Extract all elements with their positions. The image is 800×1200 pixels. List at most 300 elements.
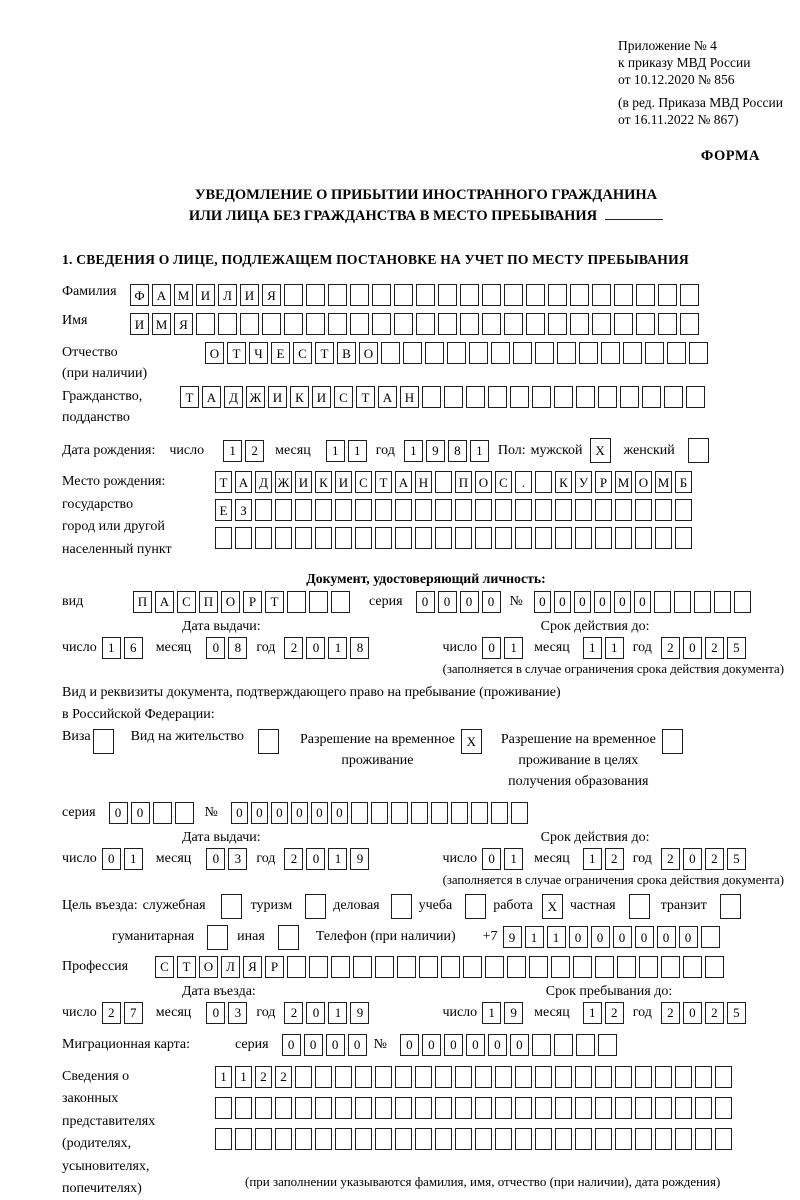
char-cell[interactable] bbox=[595, 1128, 612, 1150]
char-cell[interactable] bbox=[415, 1097, 432, 1119]
char-cell[interactable] bbox=[636, 313, 655, 335]
char-cell[interactable] bbox=[507, 956, 526, 978]
char-cell[interactable] bbox=[475, 499, 492, 521]
char-cell[interactable]: Д bbox=[224, 386, 243, 408]
char-cell[interactable]: 3 bbox=[228, 848, 247, 870]
char-cell[interactable] bbox=[535, 499, 552, 521]
char-cell[interactable]: 2 bbox=[275, 1066, 292, 1088]
char-cell[interactable]: 0 bbox=[574, 591, 591, 613]
char-cell[interactable]: 1 bbox=[547, 926, 566, 948]
identity-valid-day[interactable] bbox=[482, 637, 526, 659]
char-cell[interactable]: 0 bbox=[206, 1002, 225, 1024]
char-cell[interactable]: И bbox=[196, 284, 215, 306]
char-cell[interactable]: 1 bbox=[525, 926, 544, 948]
char-cell[interactable] bbox=[375, 1097, 392, 1119]
char-cell[interactable]: 0 bbox=[400, 1034, 419, 1056]
char-cell[interactable]: И bbox=[268, 386, 287, 408]
residence-issue-month[interactable] bbox=[206, 848, 250, 870]
char-cell[interactable]: 1 bbox=[326, 440, 345, 462]
char-cell[interactable]: З bbox=[235, 499, 252, 521]
char-cell[interactable] bbox=[415, 527, 432, 549]
residence-issue-year[interactable] bbox=[284, 848, 372, 870]
char-cell[interactable]: 0 bbox=[131, 802, 150, 824]
char-cell[interactable]: И bbox=[312, 386, 331, 408]
migration-series-input[interactable] bbox=[282, 1034, 370, 1056]
char-cell[interactable] bbox=[451, 802, 468, 824]
char-cell[interactable] bbox=[471, 802, 488, 824]
char-cell[interactable]: Н bbox=[415, 471, 432, 493]
char-cell[interactable] bbox=[595, 499, 612, 521]
char-cell[interactable] bbox=[335, 1097, 352, 1119]
char-cell[interactable] bbox=[235, 1128, 252, 1150]
char-cell[interactable]: М bbox=[615, 471, 632, 493]
char-cell[interactable] bbox=[395, 527, 412, 549]
char-cell[interactable] bbox=[395, 1128, 412, 1150]
char-cell[interactable]: Л bbox=[218, 284, 237, 306]
temp-permit-checkbox[interactable] bbox=[461, 729, 485, 754]
char-cell[interactable]: 0 bbox=[422, 1034, 441, 1056]
char-cell[interactable]: Е bbox=[271, 342, 290, 364]
surname-input[interactable] bbox=[130, 284, 702, 306]
purpose-service-checkbox[interactable] bbox=[221, 894, 245, 919]
char-cell[interactable] bbox=[548, 313, 567, 335]
char-cell[interactable] bbox=[455, 1097, 472, 1119]
char-cell[interactable]: 2 bbox=[605, 848, 624, 870]
char-cell[interactable]: 6 bbox=[124, 637, 143, 659]
char-cell[interactable]: К bbox=[315, 471, 332, 493]
char-cell[interactable] bbox=[295, 1128, 312, 1150]
char-cell[interactable] bbox=[635, 1128, 652, 1150]
char-cell[interactable]: 2 bbox=[245, 440, 264, 462]
char-cell[interactable] bbox=[425, 342, 444, 364]
char-cell[interactable] bbox=[395, 499, 412, 521]
char-cell[interactable] bbox=[335, 499, 352, 521]
char-cell[interactable]: 0 bbox=[102, 848, 121, 870]
char-cell[interactable] bbox=[598, 386, 617, 408]
char-cell[interactable] bbox=[515, 527, 532, 549]
char-cell[interactable] bbox=[674, 591, 691, 613]
char-cell[interactable] bbox=[435, 499, 452, 521]
residence-valid-year[interactable] bbox=[661, 848, 749, 870]
char-cell[interactable]: У bbox=[575, 471, 592, 493]
char-cell[interactable]: С bbox=[155, 956, 174, 978]
name-input[interactable] bbox=[130, 313, 702, 335]
char-cell[interactable] bbox=[295, 527, 312, 549]
char-cell[interactable]: 0 bbox=[657, 926, 676, 948]
char-cell[interactable]: 1 bbox=[470, 440, 489, 462]
char-cell[interactable] bbox=[734, 591, 751, 613]
char-cell[interactable] bbox=[391, 802, 408, 824]
char-cell[interactable] bbox=[455, 527, 472, 549]
char-cell[interactable]: П bbox=[133, 591, 152, 613]
char-cell[interactable]: Р bbox=[265, 956, 284, 978]
char-cell[interactable]: 0 bbox=[231, 802, 248, 824]
char-cell[interactable] bbox=[435, 471, 452, 493]
char-cell[interactable] bbox=[495, 499, 512, 521]
char-cell[interactable] bbox=[375, 1066, 392, 1088]
char-cell[interactable] bbox=[495, 1066, 512, 1088]
char-cell[interactable] bbox=[463, 956, 482, 978]
identity-issue-day[interactable] bbox=[102, 637, 146, 659]
char-cell[interactable]: Д bbox=[255, 471, 272, 493]
char-cell[interactable]: 9 bbox=[504, 1002, 523, 1024]
char-cell[interactable] bbox=[654, 591, 671, 613]
char-cell[interactable]: Б bbox=[675, 471, 692, 493]
char-cell[interactable]: 1 bbox=[583, 637, 602, 659]
identity-issue-month[interactable] bbox=[206, 637, 250, 659]
char-cell[interactable]: Л bbox=[221, 956, 240, 978]
char-cell[interactable]: 2 bbox=[284, 637, 303, 659]
char-cell[interactable] bbox=[455, 1066, 472, 1088]
char-cell[interactable] bbox=[615, 1097, 632, 1119]
char-cell[interactable]: 8 bbox=[448, 440, 467, 462]
char-cell[interactable]: И bbox=[295, 471, 312, 493]
char-cell[interactable]: 0 bbox=[569, 926, 588, 948]
char-cell[interactable] bbox=[275, 499, 292, 521]
char-cell[interactable] bbox=[555, 527, 572, 549]
char-cell[interactable]: 1 bbox=[583, 848, 602, 870]
char-cell[interactable] bbox=[636, 284, 655, 306]
char-cell[interactable] bbox=[573, 956, 592, 978]
char-cell[interactable]: 1 bbox=[215, 1066, 232, 1088]
char-cell[interactable] bbox=[460, 313, 479, 335]
char-cell[interactable]: А bbox=[152, 284, 171, 306]
purpose-other-checkbox[interactable] bbox=[278, 925, 302, 950]
purpose-humanitarian-checkbox[interactable] bbox=[207, 925, 231, 950]
char-cell[interactable]: 0 bbox=[510, 1034, 529, 1056]
char-cell[interactable] bbox=[275, 527, 292, 549]
birth-place-row2-input[interactable] bbox=[215, 499, 695, 521]
char-cell[interactable]: 9 bbox=[350, 848, 369, 870]
char-cell[interactable]: 8 bbox=[228, 637, 247, 659]
char-cell[interactable] bbox=[419, 956, 438, 978]
char-cell[interactable] bbox=[662, 729, 683, 754]
char-cell[interactable]: 0 bbox=[683, 637, 702, 659]
char-cell[interactable] bbox=[629, 894, 650, 919]
char-cell[interactable] bbox=[215, 1097, 232, 1119]
char-cell[interactable] bbox=[664, 386, 683, 408]
char-cell[interactable] bbox=[535, 527, 552, 549]
char-cell[interactable] bbox=[575, 499, 592, 521]
char-cell[interactable] bbox=[575, 527, 592, 549]
char-cell[interactable]: 0 bbox=[306, 848, 325, 870]
purpose-work-checkbox[interactable] bbox=[542, 894, 566, 919]
char-cell[interactable] bbox=[511, 802, 528, 824]
char-cell[interactable]: Т bbox=[180, 386, 199, 408]
char-cell[interactable] bbox=[350, 313, 369, 335]
char-cell[interactable]: П bbox=[199, 591, 218, 613]
purpose-private-checkbox[interactable] bbox=[629, 894, 653, 919]
char-cell[interactable]: М bbox=[174, 284, 193, 306]
char-cell[interactable] bbox=[355, 1097, 372, 1119]
char-cell[interactable] bbox=[526, 313, 545, 335]
residence-number-input[interactable] bbox=[231, 802, 531, 824]
char-cell[interactable]: М bbox=[655, 471, 672, 493]
char-cell[interactable]: В bbox=[337, 342, 356, 364]
char-cell[interactable] bbox=[548, 284, 567, 306]
char-cell[interactable]: 1 bbox=[504, 848, 523, 870]
char-cell[interactable] bbox=[555, 1128, 572, 1150]
char-cell[interactable]: 1 bbox=[328, 1002, 347, 1024]
char-cell[interactable] bbox=[720, 894, 741, 919]
char-cell[interactable]: 1 bbox=[348, 440, 367, 462]
char-cell[interactable] bbox=[485, 956, 504, 978]
char-cell[interactable] bbox=[658, 313, 677, 335]
char-cell[interactable] bbox=[435, 1066, 452, 1088]
char-cell[interactable]: 0 bbox=[311, 802, 328, 824]
char-cell[interactable]: А bbox=[235, 471, 252, 493]
char-cell[interactable] bbox=[686, 386, 705, 408]
char-cell[interactable] bbox=[255, 499, 272, 521]
identity-valid-year[interactable] bbox=[661, 637, 749, 659]
char-cell[interactable] bbox=[381, 342, 400, 364]
char-cell[interactable] bbox=[575, 1066, 592, 1088]
char-cell[interactable] bbox=[391, 894, 412, 919]
char-cell[interactable] bbox=[315, 499, 332, 521]
char-cell[interactable]: 3 bbox=[228, 1002, 247, 1024]
char-cell[interactable] bbox=[328, 313, 347, 335]
char-cell[interactable] bbox=[475, 1128, 492, 1150]
char-cell[interactable] bbox=[375, 956, 394, 978]
char-cell[interactable] bbox=[526, 284, 545, 306]
char-cell[interactable] bbox=[235, 1097, 252, 1119]
char-cell[interactable]: Т bbox=[315, 342, 334, 364]
char-cell[interactable] bbox=[495, 1128, 512, 1150]
char-cell[interactable] bbox=[598, 1034, 617, 1056]
entry-month[interactable] bbox=[206, 1002, 250, 1024]
char-cell[interactable]: 0 bbox=[683, 848, 702, 870]
char-cell[interactable] bbox=[350, 284, 369, 306]
citizenship-input[interactable] bbox=[180, 386, 708, 408]
char-cell[interactable] bbox=[635, 527, 652, 549]
residence-series-input[interactable] bbox=[109, 802, 197, 824]
char-cell[interactable] bbox=[394, 313, 413, 335]
char-cell[interactable]: 2 bbox=[255, 1066, 272, 1088]
char-cell[interactable] bbox=[615, 1128, 632, 1150]
char-cell[interactable] bbox=[415, 1066, 432, 1088]
char-cell[interactable] bbox=[372, 284, 391, 306]
char-cell[interactable] bbox=[196, 313, 215, 335]
doc-number-input[interactable] bbox=[534, 591, 754, 613]
birth-month-input[interactable] bbox=[326, 440, 370, 462]
char-cell[interactable] bbox=[595, 1097, 612, 1119]
char-cell[interactable] bbox=[695, 1097, 712, 1119]
char-cell[interactable]: 0 bbox=[206, 637, 225, 659]
char-cell[interactable]: 2 bbox=[102, 1002, 121, 1024]
char-cell[interactable] bbox=[284, 313, 303, 335]
char-cell[interactable]: 0 bbox=[348, 1034, 367, 1056]
char-cell[interactable]: 5 bbox=[727, 848, 746, 870]
stay-day[interactable] bbox=[482, 1002, 526, 1024]
char-cell[interactable] bbox=[444, 386, 463, 408]
char-cell[interactable] bbox=[635, 1097, 652, 1119]
char-cell[interactable]: 1 bbox=[482, 1002, 501, 1024]
char-cell[interactable] bbox=[701, 926, 720, 948]
char-cell[interactable] bbox=[655, 499, 672, 521]
visa-checkbox[interactable] bbox=[93, 729, 117, 754]
residence-valid-month[interactable] bbox=[583, 848, 627, 870]
char-cell[interactable] bbox=[295, 1097, 312, 1119]
char-cell[interactable]: О bbox=[221, 591, 240, 613]
char-cell[interactable]: 0 bbox=[634, 591, 651, 613]
char-cell[interactable]: 1 bbox=[328, 848, 347, 870]
char-cell[interactable] bbox=[675, 527, 692, 549]
char-cell[interactable] bbox=[295, 499, 312, 521]
char-cell[interactable]: О bbox=[635, 471, 652, 493]
representatives-row3-input[interactable] bbox=[215, 1128, 735, 1150]
char-cell[interactable]: 0 bbox=[683, 1002, 702, 1024]
char-cell[interactable] bbox=[639, 956, 658, 978]
char-cell[interactable]: 0 bbox=[109, 802, 128, 824]
char-cell[interactable] bbox=[515, 499, 532, 521]
char-cell[interactable]: К bbox=[555, 471, 572, 493]
char-cell[interactable] bbox=[635, 499, 652, 521]
char-cell[interactable] bbox=[515, 1066, 532, 1088]
char-cell[interactable] bbox=[435, 1097, 452, 1119]
char-cell[interactable]: 0 bbox=[251, 802, 268, 824]
char-cell[interactable]: 1 bbox=[124, 848, 143, 870]
char-cell[interactable] bbox=[555, 1066, 572, 1088]
char-cell[interactable] bbox=[475, 527, 492, 549]
char-cell[interactable] bbox=[355, 499, 372, 521]
char-cell[interactable]: 2 bbox=[284, 848, 303, 870]
char-cell[interactable] bbox=[645, 342, 664, 364]
char-cell[interactable] bbox=[554, 386, 573, 408]
char-cell[interactable] bbox=[675, 499, 692, 521]
char-cell[interactable]: 2 bbox=[661, 848, 680, 870]
char-cell[interactable] bbox=[513, 342, 532, 364]
char-cell[interactable]: 0 bbox=[554, 591, 571, 613]
char-cell[interactable]: 0 bbox=[614, 591, 631, 613]
sex-female-checkbox[interactable] bbox=[688, 438, 712, 463]
char-cell[interactable]: О bbox=[205, 342, 224, 364]
char-cell[interactable]: 0 bbox=[306, 1002, 325, 1024]
char-cell[interactable]: Т bbox=[215, 471, 232, 493]
char-cell[interactable]: Ж bbox=[275, 471, 292, 493]
char-cell[interactable] bbox=[287, 591, 306, 613]
char-cell[interactable] bbox=[335, 527, 352, 549]
char-cell[interactable] bbox=[475, 1066, 492, 1088]
char-cell[interactable] bbox=[623, 342, 642, 364]
char-cell[interactable]: Е bbox=[215, 499, 232, 521]
char-cell[interactable]: С bbox=[355, 471, 372, 493]
char-cell[interactable] bbox=[240, 313, 259, 335]
char-cell[interactable]: 0 bbox=[482, 848, 501, 870]
char-cell[interactable] bbox=[535, 1097, 552, 1119]
char-cell[interactable] bbox=[355, 1128, 372, 1150]
char-cell[interactable] bbox=[675, 1097, 692, 1119]
char-cell[interactable]: 0 bbox=[271, 802, 288, 824]
char-cell[interactable] bbox=[655, 1128, 672, 1150]
char-cell[interactable]: 2 bbox=[661, 1002, 680, 1024]
char-cell[interactable]: И bbox=[240, 284, 259, 306]
char-cell[interactable] bbox=[295, 1066, 312, 1088]
char-cell[interactable] bbox=[557, 342, 576, 364]
char-cell[interactable]: С bbox=[293, 342, 312, 364]
char-cell[interactable]: 0 bbox=[331, 802, 348, 824]
char-cell[interactable] bbox=[315, 1097, 332, 1119]
char-cell[interactable]: . bbox=[515, 471, 532, 493]
char-cell[interactable]: М bbox=[152, 313, 171, 335]
char-cell[interactable]: П bbox=[455, 471, 472, 493]
char-cell[interactable]: 5 bbox=[727, 637, 746, 659]
char-cell[interactable] bbox=[441, 956, 460, 978]
char-cell[interactable] bbox=[515, 1097, 532, 1119]
birth-place-row3-input[interactable] bbox=[215, 527, 695, 549]
char-cell[interactable]: 1 bbox=[504, 637, 523, 659]
char-cell[interactable] bbox=[675, 1128, 692, 1150]
char-cell[interactable] bbox=[715, 1097, 732, 1119]
char-cell[interactable] bbox=[375, 527, 392, 549]
char-cell[interactable] bbox=[675, 1066, 692, 1088]
char-cell[interactable] bbox=[575, 1097, 592, 1119]
char-cell[interactable] bbox=[495, 1097, 512, 1119]
char-cell[interactable] bbox=[431, 802, 448, 824]
char-cell[interactable]: И bbox=[335, 471, 352, 493]
char-cell[interactable] bbox=[335, 1066, 352, 1088]
char-cell[interactable] bbox=[504, 284, 523, 306]
purpose-study-checkbox[interactable] bbox=[465, 894, 489, 919]
char-cell[interactable] bbox=[680, 313, 699, 335]
char-cell[interactable] bbox=[258, 729, 279, 754]
char-cell[interactable] bbox=[221, 894, 242, 919]
char-cell[interactable]: X bbox=[542, 894, 563, 919]
char-cell[interactable] bbox=[416, 313, 435, 335]
char-cell[interactable] bbox=[592, 313, 611, 335]
char-cell[interactable]: 9 bbox=[350, 1002, 369, 1024]
char-cell[interactable] bbox=[465, 894, 486, 919]
entry-day[interactable] bbox=[102, 1002, 146, 1024]
char-cell[interactable]: Р bbox=[595, 471, 612, 493]
char-cell[interactable] bbox=[306, 284, 325, 306]
char-cell[interactable] bbox=[655, 527, 672, 549]
char-cell[interactable]: А bbox=[378, 386, 397, 408]
char-cell[interactable] bbox=[714, 591, 731, 613]
char-cell[interactable] bbox=[305, 894, 326, 919]
char-cell[interactable] bbox=[683, 956, 702, 978]
char-cell[interactable] bbox=[335, 1128, 352, 1150]
char-cell[interactable]: 0 bbox=[416, 591, 435, 613]
char-cell[interactable] bbox=[570, 284, 589, 306]
char-cell[interactable] bbox=[535, 471, 552, 493]
char-cell[interactable] bbox=[375, 1128, 392, 1150]
char-cell[interactable] bbox=[371, 802, 388, 824]
char-cell[interactable]: Н bbox=[400, 386, 419, 408]
char-cell[interactable] bbox=[353, 956, 372, 978]
char-cell[interactable] bbox=[275, 1128, 292, 1150]
char-cell[interactable] bbox=[510, 386, 529, 408]
char-cell[interactable] bbox=[355, 1066, 372, 1088]
char-cell[interactable] bbox=[215, 1128, 232, 1150]
char-cell[interactable]: Т bbox=[265, 591, 284, 613]
char-cell[interactable] bbox=[695, 1066, 712, 1088]
char-cell[interactable]: 2 bbox=[284, 1002, 303, 1024]
char-cell[interactable]: Т bbox=[177, 956, 196, 978]
char-cell[interactable] bbox=[680, 284, 699, 306]
char-cell[interactable] bbox=[555, 499, 572, 521]
char-cell[interactable] bbox=[695, 1128, 712, 1150]
char-cell[interactable] bbox=[495, 527, 512, 549]
char-cell[interactable]: О bbox=[359, 342, 378, 364]
profession-input[interactable] bbox=[155, 956, 727, 978]
char-cell[interactable]: 0 bbox=[594, 591, 611, 613]
char-cell[interactable] bbox=[218, 313, 237, 335]
char-cell[interactable]: Ж bbox=[246, 386, 265, 408]
char-cell[interactable] bbox=[309, 591, 328, 613]
char-cell[interactable] bbox=[554, 1034, 573, 1056]
char-cell[interactable] bbox=[309, 956, 328, 978]
sex-male-checkbox[interactable] bbox=[590, 438, 614, 463]
